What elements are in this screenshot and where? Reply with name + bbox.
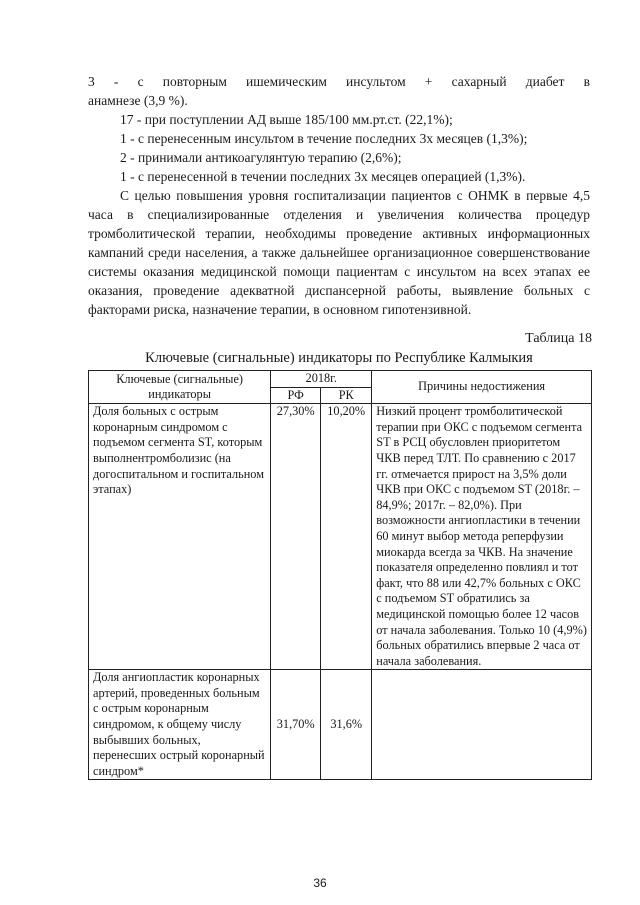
header-rk: РК xyxy=(321,387,372,404)
paragraph-recommendations: С целью повышения уровня госпитализации пациентов с ОНМК в первые 4,5 часа в специализированные отделения и увеличения количества процедур тромболитической терапии, необходимы проведение активных информационных кампаний среди населения, а также дальнейшее организационное совершенствование системы оказания медицинской помощи пациентам с инсультом на всех этапах ее оказания, проведение адекватной диспансерной работы, выявление больных с факторами риска, назначение терапии, в основном гипотензивной. xyxy=(88,188,590,317)
table-caption: Таблица 18 xyxy=(525,331,592,346)
paragraph-1-line-1: 3 - с повторным ишемическим инсультом + сахарный диабет в xyxy=(88,74,590,89)
header-reasons: Причины недостижения xyxy=(372,371,592,404)
header-rf: РФ xyxy=(271,387,321,404)
row-1-indicator: Доля больных с острым коронарным синдромом с подъемом сегмента ST, которым выполнентромболизис (на догоспитальном и госпитальном этапах) xyxy=(89,404,271,670)
row-1-rf: 27,30% xyxy=(271,404,321,670)
row-2-reason xyxy=(372,670,592,780)
row-1-rk: 10,20% xyxy=(321,404,372,670)
row-1-reason: Низкий процент тромболитической терапии при ОКС с подъемом сегмента ST в РСЦ обусловлен приоритетом ЧКВ перед ТЛТ. По сравнению с 2017 гг. отмечается прирост на 3,5% доли ЧКВ при ОКС с подъемом ST (2018г. – 84,9%; 2017г. – 82,0%). При возможности ангиопластики в течении 60 минут выбор метода реперфузии миокарда всегда за ЧКВ. На значение показателя определенно повлиял и тот факт, что 88 или 42,7% больных с ОКС с подъемом ST обратились за медицинской помощью более 12 часов от начала заболевания. Только 10 (4,9%) больных обратились впервые 2 часа от начала заболевания. xyxy=(372,404,592,670)
table-title: Ключевые (сигнальные) индикаторы по Республике Калмыкия xyxy=(145,350,533,366)
indicators-table xyxy=(88,370,592,780)
page-number: 36 xyxy=(313,876,327,890)
row-2-indicator: Доля ангиопластик коронарных артерий, проведенных больным с острым коронарным синдромом, к общему числу выбывших больных, перенесших острый коронарный синдром* xyxy=(89,670,271,780)
paragraph-1-line-2: анамнезе (3,9 %). xyxy=(88,93,188,108)
header-year: 2018г. xyxy=(271,371,372,388)
list-item-blood-pressure: 17 - при поступлении АД выше 185/100 мм.рт.ст. (22,1%); xyxy=(120,112,453,127)
list-item-recent-stroke: 1 - с перенесенным инсультом в течение последних 3х месяцев (1,3%); xyxy=(120,131,528,146)
table-header-row xyxy=(89,371,592,388)
table-row xyxy=(89,670,592,780)
header-indicator: Ключевые (сигнальные) индикаторы xyxy=(89,371,271,404)
row-2-rk: 31,6% xyxy=(321,670,372,780)
row-2-rf: 31,70% xyxy=(271,670,321,780)
list-item-anticoagulants: 2 - принимали антикоагулянтую терапию (2,6%); xyxy=(120,150,402,165)
table-row xyxy=(89,404,592,670)
list-item-recent-surgery: 1 - с перенесенной в течении последних 3х месяцев операцией (1,3%). xyxy=(120,169,526,184)
